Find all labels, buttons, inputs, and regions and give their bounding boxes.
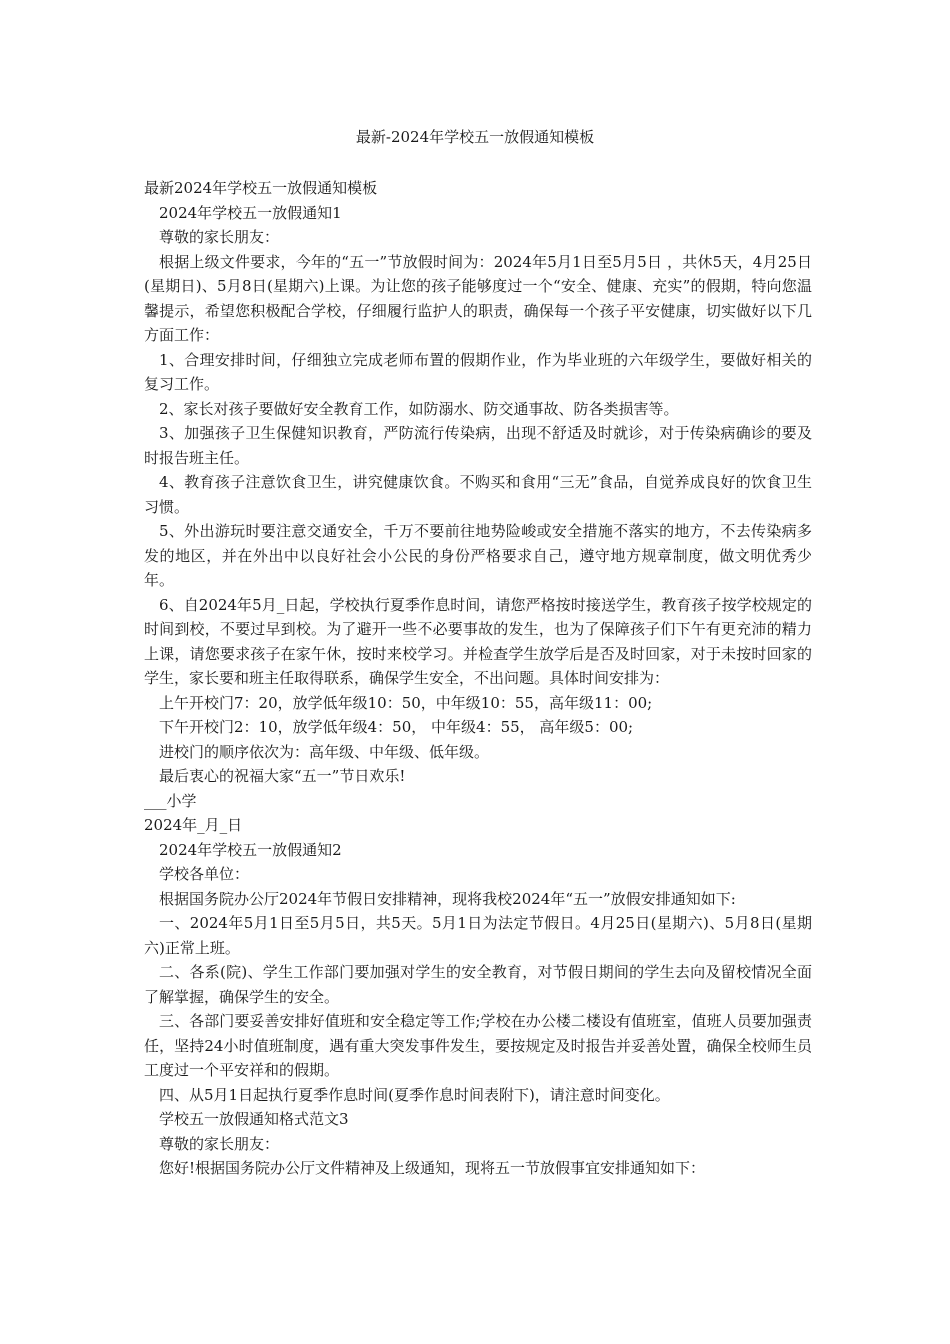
paragraph: 5、外出游玩时要注意交通安全，千万不要前往地势险峻或安全措施不落实的地方，不去传染病多发的地区，并在外出中以良好社会小公民的身份严格要求自己，遵守地方规章制度，做文明优秀少年。 — [144, 522, 812, 589]
paragraph: 根据上级文件要求，今年的“五一”节放假时间为：2024年5月1日至5月5日 ，共休5天，4月25日(星期日)、5月8日(星期六)上课。为让您的孩子能够度过一个“安全、健康、充实”的假期，特向您温馨提示，希望您积极配合学校，仔细履行监护人的职责，确保每一个孩子平安健康，切实做好以下几方面工作： — [144, 252, 812, 344]
paragraph: ___小学 — [144, 791, 197, 810]
paragraph: 您好!根据国务院办公厅文件精神及上级通知，现将五一节放假事宜安排通知如下： — [159, 1159, 706, 1177]
paragraph: 学校五一放假通知格式范文3 — [159, 1110, 349, 1128]
paragraph: 三、各部门要妥善安排好值班和安全稳定等工作;学校在办公楼二楼设有值班室，值班人员要加强责任，坚持24小时值班制度，遇有重大突发事件发生，要按规定及时报告并妥善处置，确保全校师生员工度过一个平安祥和的假期。 — [144, 1012, 812, 1079]
paragraph: 3、加强孩子卫生保健知识教育，严防流行传染病，出现不舒适及时就诊，对于传染病确诊的要及时报告班主任。 — [144, 424, 812, 467]
paragraph: 最新2024年学校五一放假通知模板 — [144, 179, 378, 197]
paragraph: 2024年学校五一放假通知2 — [159, 840, 342, 859]
paragraph: 学校各单位： — [159, 865, 250, 883]
paragraph: 下午开校门2：10，放学低年级4：50， 中年级4：55， 高年级5：00; — [159, 718, 634, 736]
paragraph: 二、各系(院)、学生工作部门要加强对学生的安全教育，对节假日期间的学生去向及留校情况全面了解掌握，确保学生的安全。 — [144, 963, 812, 1006]
paragraph: 进校门的顺序依次为：高年级、中年级、低年级。 — [159, 742, 490, 761]
document-title: 最新-2024年学校五一放假通知模板 — [355, 128, 595, 146]
paragraph: 4、教育孩子注意饮食卫生，讲究健康饮食。不购买和食用“三无”食品，自觉养成良好的饮食卫生习惯。 — [144, 473, 812, 516]
paragraph: 四、从5月1日起执行夏季作息时间(夏季作息时间表附下)，请注意时间变化。 — [159, 1085, 670, 1104]
paragraph: 1、合理安排时间，仔细独立完成老师布置的假期作业，作为毕业班的六年级学生，要做好相关的复习工作。 — [144, 350, 812, 393]
paragraph: 6、自2024年5月_日起，学校执行夏季作息时间，请您严格按时接送学生，教育孩子按学校规定的时间到校，不要过早到校。为了避开一些不必要事故的发生，也为了保障孩子们下午有更充沛的精力上课，请您要求孩子在家午休，按时来校学习。并检查学生放学后是否及时回家，对于未按时回家的学生，家长要和班主任取得联系，确保学生安全，不出问题。具体时间安排为： — [144, 595, 812, 687]
paragraph: 根据国务院办公厅2024年节假日安排精神，现将我校2024年“五一”放假安排通知如下: — [159, 889, 736, 908]
paragraph: 最后衷心的祝福大家“五一”节日欢乐! — [159, 767, 406, 785]
paragraph: 上午开校门7：20，放学低年级10：50，中年级10：55，高年级11：00; — [159, 693, 653, 712]
paragraph: 2、家长对孩子要做好安全教育工作，如防溺水、防交通事故、防各类损害等。 — [159, 399, 679, 418]
paragraph: 2024年_月_日 — [144, 816, 243, 834]
paragraph: 2024年学校五一放假通知1 — [159, 203, 342, 222]
document-body — [144, 176, 812, 1181]
paragraph: 一、2024年5月1日至5月5日，共5天。5月1日为法定节假日。4月25日(星期六)、5月8日(星期六)正常上班。 — [144, 914, 812, 957]
paragraph: 尊敬的家长朋友： — [159, 228, 280, 246]
paragraph: 尊敬的家长朋友： — [159, 1134, 280, 1153]
